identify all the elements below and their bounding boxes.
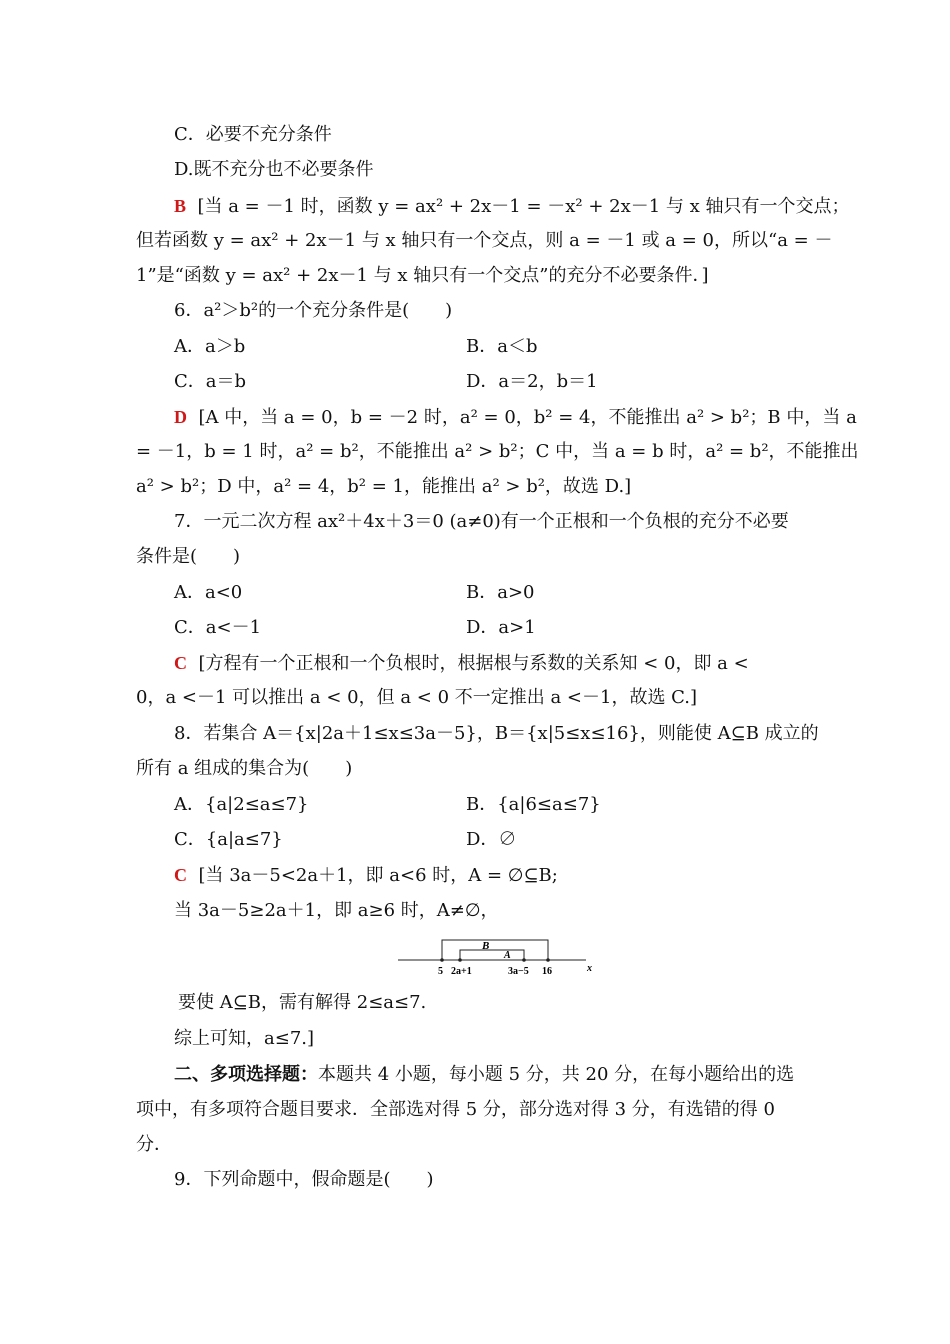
section2-desc-line1: 本题共 4 小题，每小题 5 分，共 20 分，在每小题给出的选 xyxy=(318,1064,795,1085)
number-line-figure xyxy=(396,934,604,980)
tick-label-16: 16 xyxy=(542,966,552,977)
q7-explanation-line1 xyxy=(174,651,749,676)
q5-explanation-line3: 1”是“函数 y = ax² + 2x－1 与 x 轴只有一个交点”的充分不必要条件．] xyxy=(136,265,709,286)
q5-answer: B xyxy=(174,196,187,216)
q8-option-d: D．∅ xyxy=(466,829,517,850)
q6-option-b: B．a＜b xyxy=(466,336,538,357)
q8-explanation-line3: 要使 A⊆B，需有解得 2≤a≤7. xyxy=(178,992,427,1013)
q6-option-c: C．a＝b xyxy=(174,371,247,392)
tick-label-3a-minus-5: 3a−5 xyxy=(508,966,529,977)
q6-stem: 6．a²＞b²的一个充分条件是( ) xyxy=(174,300,453,321)
label-set-b: B xyxy=(482,940,490,952)
q7-option-c: C．a<－1 xyxy=(174,617,262,638)
q8-option-a: A．{a|2≤a≤7} xyxy=(174,794,309,815)
q7-option-a: A．a<0 xyxy=(174,582,243,603)
q5-explanation-line1 xyxy=(174,194,850,219)
q8-option-c: C．{a|a≤7} xyxy=(174,829,283,850)
section2-desc-line2: 项中，有多项符合题目要求．全部选对得 5 分，部分选对得 3 分，有选错的得 0 xyxy=(136,1099,775,1120)
point-5 xyxy=(440,958,444,962)
q7-stem-line1: 7．一元二次方程 ax²＋4x＋3＝0 (a≠0)有一个正根和一个负根的充分不必要 xyxy=(174,511,789,532)
label-set-a: A xyxy=(504,950,511,961)
q7-stem-line2: 条件是( ) xyxy=(136,546,241,567)
q6-explanation-line2: = －1，b = 1 时，a² = b²，不能推出 a² > b²；C 中，当 a = b 时，a² = b²，不能推出 xyxy=(136,441,859,462)
point-3a-minus-5 xyxy=(522,958,526,962)
q7-explanation-line2: 0，a <－1 可以推出 a < 0，但 a < 0 不一定推出 a <－1，故选 C.] xyxy=(136,687,698,708)
set-a-bracket xyxy=(460,950,524,960)
q8-stem-line1: 8．若集合 A＝{x|2a＋1≤x≤3a－5}，B＝{x|5≤x≤16}，则能使 A⊆B 成立的 xyxy=(174,723,819,744)
q8-explanation-line2: 当 3a－5≥2a＋1，即 a≥6 时，A≠∅， xyxy=(174,900,499,921)
section2-title: 二、多项选择题： xyxy=(174,1064,318,1085)
q6-option-d: D．a＝2，b＝1 xyxy=(466,371,598,392)
q5-option-d: D.既不充分也不必要条件 xyxy=(174,159,374,180)
q8-stem-line2: 所有 a 组成的集合为( ) xyxy=(136,758,353,779)
q6-answer: D xyxy=(174,407,187,427)
section2-heading xyxy=(174,1063,794,1087)
q5-explanation-line2: 但若函数 y = ax² + 2x－1 与 x 轴只有一个交点，则 a = －1 或 a = 0，所以“a = － xyxy=(136,230,833,251)
q6-explanation-line3: a² > b²；D 中，a² = 4，b² = 1，能推出 a² > b²，故选 D.] xyxy=(136,476,632,497)
point-16 xyxy=(546,958,550,962)
section2-desc-line3: 分． xyxy=(136,1134,172,1155)
q7-answer: C xyxy=(174,653,187,673)
q9-stem: 9．下列命题中，假命题是( ) xyxy=(174,1169,434,1190)
q7-option-b: B．a>0 xyxy=(466,582,535,603)
q8-exp1-text: [当 3a－5<2a＋1，即 a<6 时，A = ∅⊆B; xyxy=(198,865,558,886)
tick-label-5: 5 xyxy=(438,966,443,977)
tick-label-2a-plus-1: 2a+1 xyxy=(451,966,472,977)
q6-exp1-text: [A 中，当 a = 0，b = －2 时，a² = 0，b² = 4，不能推出 a² > b²；B 中，当 a xyxy=(198,407,857,428)
q7-option-d: D．a>1 xyxy=(466,617,536,638)
q8-option-b: B．{a|6≤a≤7} xyxy=(466,794,601,815)
q5-exp1-text: [当 a = －1 时，函数 y = ax² + 2x－1 = －x² + 2x－1 与 x 轴只有一个交点； xyxy=(197,196,850,217)
q5-option-c: C．必要不充分条件 xyxy=(174,124,332,145)
q6-explanation-line1 xyxy=(174,405,857,430)
q7-exp1-text: [方程有一个正根和一个负根时，根据根与系数的关系知 < 0，即 a < xyxy=(198,653,749,674)
q8-answer: C xyxy=(174,865,187,885)
q8-explanation-line1 xyxy=(174,863,558,888)
q6-option-a: A．a＞b xyxy=(174,336,246,357)
point-2a-plus-1 xyxy=(458,958,462,962)
axis-label-x: x xyxy=(587,963,592,974)
q8-explanation-line4: 综上可知，a≤7.] xyxy=(174,1028,315,1049)
